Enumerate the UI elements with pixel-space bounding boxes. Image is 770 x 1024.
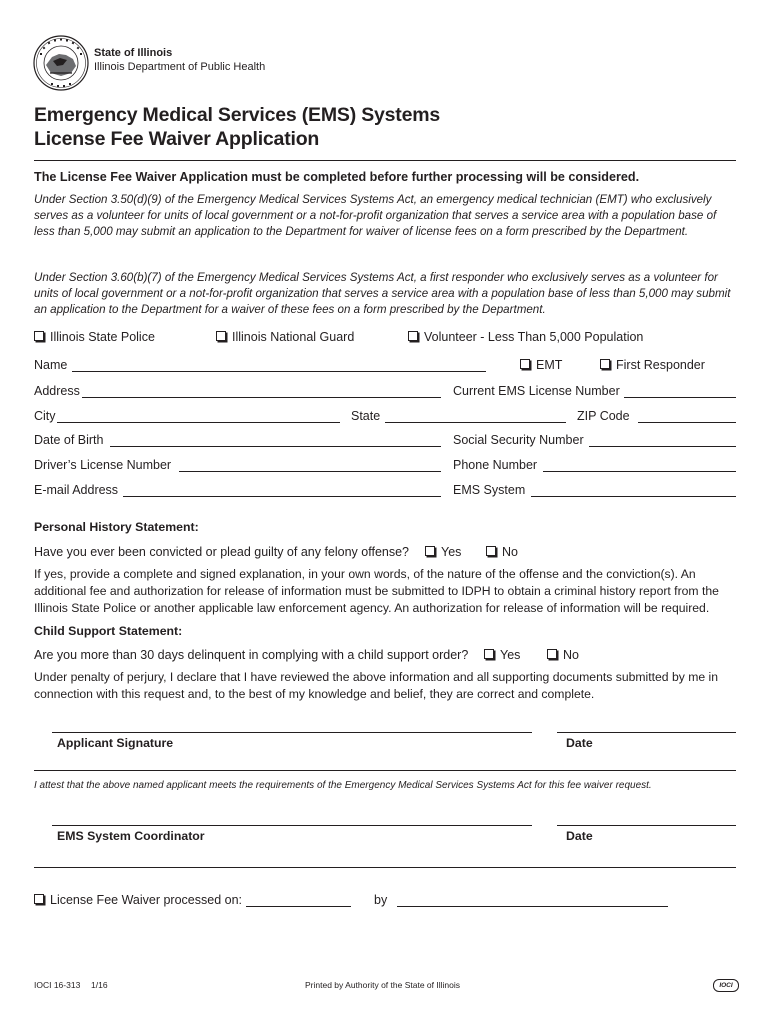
applicant-date-label: Date [566,736,593,750]
agency-department: Illinois Department of Public Health [94,61,266,73]
applicant-signature-line[interactable] [52,732,532,733]
form-revision: 1/16 [91,980,108,990]
dob-field[interactable] [110,446,441,447]
state-label: State [351,409,381,423]
checkbox-icon[interactable] [425,546,435,556]
processing-divider [34,867,736,868]
felony-explanation: If yes, provide a complete and signed explanation, in your own words, of the nature of the offense and the conviction(s). An additional fee and authorization for release of information must be submitted to IDPH to obtain a criminal history report from the Illinois State Police or another applicable law enforcement agency. An authorization for release of information will be required. [34,567,719,615]
processed-on-option[interactable]: License Fee Waiver processed on: [34,893,242,907]
coordinator-date-line[interactable] [557,825,736,826]
ssn-field[interactable] [589,446,736,447]
felony-yes-option[interactable]: Yes [425,545,461,559]
name-label: Name [34,358,68,372]
child-support-no-option[interactable]: No [547,648,579,662]
option-volunteer[interactable]: Volunteer - Less Than 5,000 Population [408,330,643,344]
phone-field[interactable] [543,471,736,472]
ems-system-field[interactable] [531,496,736,497]
option-state-police[interactable]: Illinois State Police [34,330,155,344]
lead-statement: The License Fee Waiver Application must be completed before further processing will be considered. [34,170,640,184]
checkbox-icon[interactable] [408,331,418,341]
checkbox-icon[interactable] [520,359,530,369]
state-field[interactable] [385,422,566,423]
printed-by-authority: Printed by Authority of the State of Illinois [305,980,460,990]
felony-question: Have you ever been convicted or plead guilty of any felony offense? [34,545,410,559]
processed-date-field[interactable] [246,906,351,907]
name-field[interactable] [72,371,486,372]
attestation-statement: I attest that the above named applicant meets the requirements of the Emergency Medical Services Systems Act for this fee waiver request. [34,780,652,791]
drivers-license-label: Driver’s License Number [34,458,172,472]
zip-field[interactable] [638,422,736,423]
form-number: IOCI 16-313 [34,980,81,990]
city-label: City [34,409,56,423]
child-support-question: Are you more than 30 days delinquent in complying with a child support order? [34,648,469,662]
form-title-line1: Emergency Medical Services (EMS) Systems [34,104,441,126]
drivers-license-field[interactable] [179,471,441,472]
ems-system-label: EMS System [453,483,526,497]
applicant-signature-label: Applicant Signature [57,736,174,750]
checkbox-icon[interactable] [216,331,226,341]
checkbox-icon[interactable] [486,546,496,556]
phone-label: Phone Number [453,458,538,472]
title-divider [34,160,736,161]
section-3-50-paragraph: Under Section 3.50(d)(9) of the Emergency Medical Services Systems Act, an emergency medical technician (EMT) who exclusively serves as a volunteer for units of local government or a not-for-profit organization that serves a service area with a population base of less than 5,000 may submit an application to the Department for waiver of license fees on a form prescribed by the Department. [34,193,717,238]
address-field[interactable] [82,397,441,398]
option-first-responder[interactable]: First Responder [600,358,705,372]
perjury-declaration: Under penalty of perjury, I declare that I have reviewed the above information and all supporting documents submitted by me in connection with this request and, to the best of my knowledge and belief, they are correct and complete. [34,670,719,701]
personal-history-heading: Personal History Statement: [34,520,199,534]
checkbox-icon[interactable] [547,649,557,659]
coordinator-signature-label: EMS System Coordinator [57,829,205,843]
child-support-yes-option[interactable]: Yes [484,648,520,662]
dob-label: Date of Birth [34,433,104,447]
email-field[interactable] [123,496,441,497]
coordinator-date-label: Date [566,829,593,843]
city-field[interactable] [57,422,340,423]
checkbox-icon[interactable] [600,359,610,369]
section-3-60-paragraph: Under Section 3.60(b)(7) of the Emergency Medical Services Systems Act, a first responder who exclusively serves as a volunteer for units of local government or a not-for-profit organization that serves a service area with a population base of less than 5,000 may submit an application to the Department for a waiver of these fees on a form prescribed by the Department. [34,271,731,316]
coordinator-signature-line[interactable] [52,825,532,826]
option-national-guard[interactable]: Illinois National Guard [216,330,354,344]
zip-label: ZIP Code [577,409,630,423]
ssn-label: Social Security Number [453,433,584,447]
felony-no-option[interactable]: No [486,545,518,559]
processed-by-field[interactable] [397,906,668,907]
checkbox-icon[interactable] [34,894,44,904]
attestation-divider [34,770,736,771]
email-label: E-mail Address [34,483,119,497]
ioci-logo: IOCI [713,979,739,992]
license-number-field[interactable] [624,397,736,398]
license-number-label: Current EMS License Number [453,384,620,398]
applicant-date-line[interactable] [557,732,736,733]
address-label: Address [34,384,80,398]
checkbox-icon[interactable] [34,331,44,341]
child-support-heading: Child Support Statement: [34,624,183,638]
processed-by-label: by [374,893,388,907]
form-title-line2: License Fee Waiver Application [34,128,320,150]
state-seal-icon [33,35,89,91]
checkbox-icon[interactable] [484,649,494,659]
agency-state: State of Illinois [94,47,173,59]
option-emt[interactable]: EMT [520,358,562,372]
